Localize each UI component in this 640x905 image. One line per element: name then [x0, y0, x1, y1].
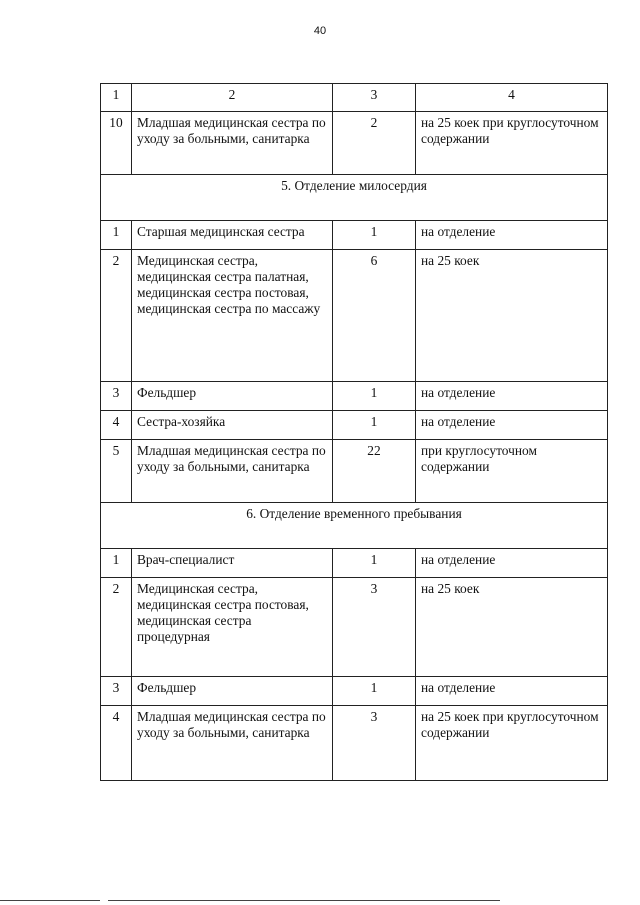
staff-quantity: 1 — [333, 382, 416, 411]
row-number: 2 — [101, 250, 132, 382]
table-row — [101, 112, 608, 175]
position-name: Младшая медицинская сестра по уходу за больными, санитарка — [132, 706, 333, 781]
staffing-norm: на 25 коек при круглосуточном содержании — [416, 706, 608, 781]
row-number: 4 — [101, 411, 132, 440]
position-name: Медицинская сестра, медицинская сестра палатная, медицинская сестра постовая, медицинская сестра по массажу — [132, 250, 333, 382]
staffing-norm: на 25 коек — [416, 250, 608, 382]
position-name: Медицинская сестра, медицинская сестра постовая, медицинская сестра процедурная — [132, 578, 333, 677]
staff-quantity: 22 — [333, 440, 416, 503]
staffing-norm: при круглосуточном содержании — [416, 440, 608, 503]
table-row — [101, 411, 608, 440]
position-name: Фельдшер — [132, 382, 333, 411]
staffing-norm: на отделение — [416, 221, 608, 250]
staffing-norm: на отделение — [416, 677, 608, 706]
staff-quantity: 6 — [333, 250, 416, 382]
staffing-norm: на отделение — [416, 549, 608, 578]
row-number: 4 — [101, 706, 132, 781]
table-row — [101, 440, 608, 503]
section-row — [101, 503, 608, 549]
page-number: 40 — [313, 25, 327, 37]
staff-quantity: 1 — [333, 221, 416, 250]
row-number: 3 — [101, 677, 132, 706]
position-name: Старшая медицинская сестра — [132, 221, 333, 250]
staffing-norm: на 25 коек — [416, 578, 608, 677]
row-number: 10 — [101, 112, 132, 175]
table-row — [101, 382, 608, 411]
table-header-row — [101, 84, 608, 112]
row-number: 3 — [101, 382, 132, 411]
staff-quantity: 1 — [333, 549, 416, 578]
section-title: 6. Отделение временного пребывания — [101, 503, 608, 549]
footer-rule — [0, 900, 500, 901]
table-row — [101, 221, 608, 250]
row-number: 2 — [101, 578, 132, 677]
position-name: Фельдшер — [132, 677, 333, 706]
header-cell-norm: 4 — [416, 84, 608, 112]
position-name: Врач-специалист — [132, 549, 333, 578]
table-row — [101, 706, 608, 781]
row-number: 1 — [101, 549, 132, 578]
header-cell-name: 2 — [132, 84, 333, 112]
table-row — [101, 549, 608, 578]
staffing-table — [100, 83, 608, 781]
header-cell-qty: 3 — [333, 84, 416, 112]
staff-quantity: 3 — [333, 578, 416, 677]
table-row — [101, 250, 608, 382]
position-name: Младшая медицинская сестра по уходу за больными, санитарка — [132, 112, 333, 175]
section-title: 5. Отделение милосердия — [101, 175, 608, 221]
table-row — [101, 677, 608, 706]
position-name: Младшая медицинская сестра по уходу за больными, санитарка — [132, 440, 333, 503]
section-row — [101, 175, 608, 221]
header-cell-num: 1 — [101, 84, 132, 112]
staffing-norm: на отделение — [416, 382, 608, 411]
staffing-norm: на отделение — [416, 411, 608, 440]
staff-quantity: 2 — [333, 112, 416, 175]
table-row — [101, 578, 608, 677]
row-number: 1 — [101, 221, 132, 250]
position-name: Сестра-хозяйка — [132, 411, 333, 440]
staff-quantity: 1 — [333, 677, 416, 706]
staffing-norm: на 25 коек при круглосуточном содержании — [416, 112, 608, 175]
staff-quantity: 3 — [333, 706, 416, 781]
row-number: 5 — [101, 440, 132, 503]
staff-quantity: 1 — [333, 411, 416, 440]
